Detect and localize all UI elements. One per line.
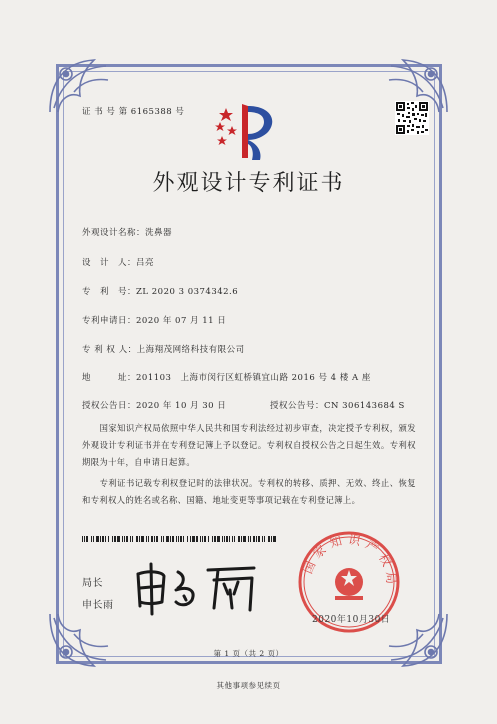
barcode-bar (273, 536, 276, 542)
barcode-bar (190, 536, 191, 542)
barcode-bar (243, 536, 246, 542)
address-field: 地 址：201103 上海市闵行区虹桥镇宜山路 2016 号 4 楼 A 座 (82, 373, 371, 383)
director-name: 申长雨 (82, 600, 114, 611)
barcode-bar (180, 536, 182, 542)
cnipa-emblem-icon (212, 100, 282, 162)
barcode-bar (146, 536, 147, 542)
handwritten-signature (132, 560, 262, 616)
barcode-bar (212, 536, 213, 542)
barcode-bar (192, 536, 195, 542)
grant-date-field: 授权公告日：2020 年 10 月 30 日 (82, 401, 227, 411)
barcode-bar (200, 536, 201, 542)
barcode-bar (204, 536, 206, 542)
barcode-bar (108, 536, 109, 542)
barcode-bar (163, 536, 164, 542)
barcode-bar (117, 536, 120, 542)
barcode-bar (217, 536, 220, 542)
barcode-bar (187, 536, 188, 542)
barcode-bar (172, 536, 174, 542)
design-name-field: 外观设计名称：洗鼻器 (82, 228, 173, 238)
barcode-bar (214, 536, 216, 542)
barcode-bar (258, 536, 260, 542)
barcode-bar (93, 536, 94, 542)
barcode-bar (82, 536, 83, 542)
barcode-bar (105, 536, 106, 542)
barcode-bar (141, 536, 144, 542)
barcode-bar (262, 536, 263, 542)
barcode-bar (208, 536, 209, 542)
seal-ring-text: 国家知识产权局 (300, 532, 399, 590)
barcode-bar (151, 536, 153, 542)
barcode-bar (224, 536, 225, 542)
barcode-bar (154, 536, 155, 542)
barcode-bar (86, 536, 88, 542)
continuation-note: 其他事项参见续页 (216, 681, 281, 690)
barcode-bar (130, 536, 131, 542)
barcode-bar (222, 536, 223, 542)
barcode-bar (229, 536, 230, 542)
barcode-bar (96, 536, 99, 542)
barcode-bar (248, 536, 249, 542)
barcode-bar (124, 536, 125, 542)
barcode-bar (102, 536, 104, 542)
barcode-bar (139, 536, 140, 542)
barcode-bar (156, 536, 158, 542)
qr-code-icon (395, 101, 429, 135)
barcode-bar (161, 536, 162, 542)
barcode-bar (136, 536, 138, 542)
legal-status-paragraph: 专利证书记载专利权登记时的法律状况。专利权的转移、质押、无效、终止、恢复和专利权人的姓名或名称、国籍、地址变更等事项记载在专利登记簿上。 (82, 478, 416, 505)
barcode (82, 536, 277, 542)
barcode-bar (226, 536, 228, 542)
patentee-field: 专 利 权 人：上海翔茂网络科技有限公司 (82, 345, 245, 355)
barcode-bar (238, 536, 240, 542)
grant-statement-paragraph: 国家知识产权局依照中华人民共和国专利法经过初步审查，决定授予专利权，颁发外观设计专利证书并在专利登记簿上予以登记。专利权自授权公告之日起生效。专利权期限为十年，自申请日起算。 (82, 423, 416, 467)
barcode-bar (183, 536, 184, 542)
barcode-bar (84, 536, 85, 542)
certificate-title: 外观设计专利证书 (152, 171, 345, 196)
barcode-bar (126, 536, 128, 542)
barcode-bar (256, 536, 257, 542)
designer-field: 设 计 人：吕亮 (82, 258, 155, 268)
barcode-bar (202, 536, 203, 542)
barcode-bar (112, 536, 113, 542)
page-number: 第 1 页（共 2 页） (213, 649, 284, 658)
barcode-bar (271, 536, 272, 542)
patent-number-field: 专 利 号：ZL 2020 3 0374342.6 (82, 287, 239, 297)
barcode-bar (176, 536, 177, 542)
barcode-bar (253, 536, 255, 542)
barcode-bar (232, 536, 233, 542)
barcode-bar (91, 536, 92, 542)
barcode-bar (100, 536, 101, 542)
barcode-bar (264, 536, 265, 542)
filing-date-field: 专利申请日：2020 年 07 月 11 日 (82, 316, 227, 326)
barcode-bar (122, 536, 123, 542)
barcode-bar (268, 536, 270, 542)
grant-number-field: 授权公告号：CN 306143684 S (270, 401, 405, 411)
barcode-bar (178, 536, 179, 542)
barcode-bar (250, 536, 251, 542)
barcode-bar (196, 536, 198, 542)
barcode-bar (148, 536, 149, 542)
barcode-bar (241, 536, 242, 542)
barcode-bar (234, 536, 235, 542)
barcode-bar (166, 536, 169, 542)
director-title: 局长 (82, 578, 103, 589)
seal-date: 2020年10月30日 (312, 615, 391, 625)
barcode-bar (170, 536, 171, 542)
ornament-bottom-left (44, 608, 122, 674)
barcode-bar (114, 536, 116, 542)
barcode-bar (132, 536, 133, 542)
certificate-number: 证 书 号 第 6165388 号 (82, 107, 185, 117)
